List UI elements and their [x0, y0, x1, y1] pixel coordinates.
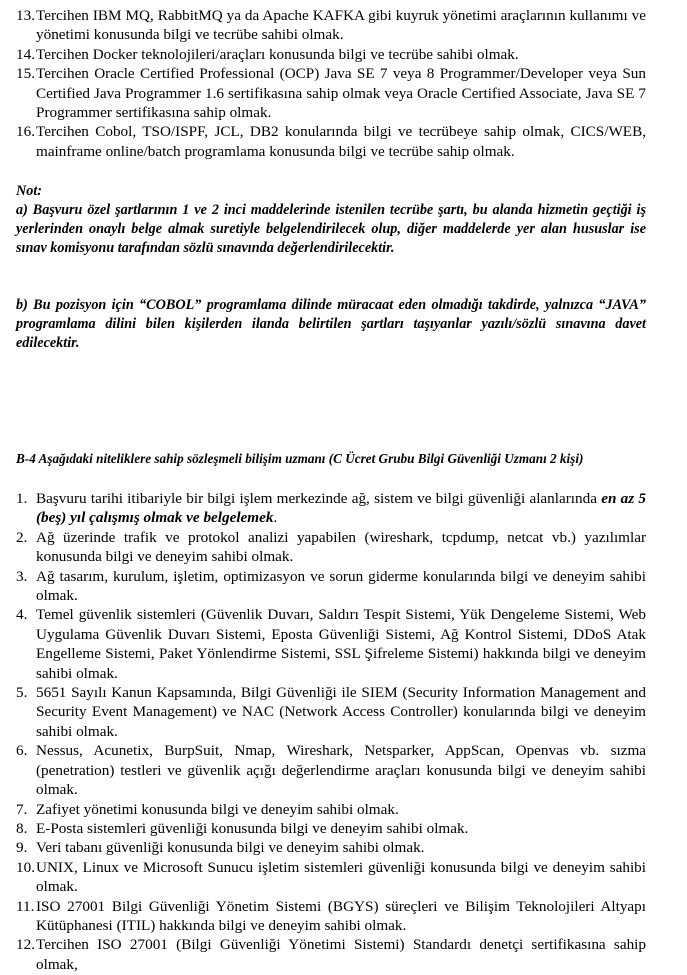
requirements-list-b3 — [16, 6, 646, 161]
item-number: 7. — [16, 800, 28, 818]
item-text: Tercihen Docker teknolojileri/araçları konusunda bilgi ve tecrübe sahibi olmak. — [36, 45, 519, 63]
list-item — [16, 858, 646, 897]
item-number: 4. — [16, 606, 28, 624]
item-text: Veri tabanı güvenliği konusunda bilgi ve deneyim sahibi olmak. — [36, 839, 425, 857]
item-text: UNIX, Linux ve Microsoft Sunucu işletim sistemleri güvenliği konusunda bilgi ve deneyim sahibi olmak. — [36, 858, 646, 896]
item-number: 11. — [16, 897, 35, 915]
item-text: Ağ tasarım, kurulum, işletim, optimizasyon ve sorun giderme konularında bilgi ve deneyim sahibi olmak. — [36, 567, 646, 605]
item-text: Temel güvenlik sistemleri (Güvenlik Duvarı, Saldırı Tespit Sistemi, Yük Dengeleme Sistemi, Web Uygulama Güvenlik Duvarı Sistemi, Eposta Güvenliği Sistemi, Ağ Kontrol Sistemi, DDoS Atak Engelleme Sistemi, Paket Yönlendirme Sistemi, SSL Şifreleme Sistemi) hakkında bilgi ve deneyim sahibi olmak. — [36, 606, 646, 682]
item-number: 15. — [16, 65, 35, 83]
item-number: 8. — [16, 819, 28, 837]
item-text: Başvuru tarihi itibariyle bir bilgi işlem merkezinde ağ, sistem ve bilgi güvenliği alanlarında — [36, 490, 597, 507]
item-number: 5. — [16, 684, 28, 702]
note-paragraph-a: a) Başvuru özel şartlarının 1 ve 2 inci maddelerinde istenilen tecrübe şartı, bu alanda hizmetin geçtiği iş yerlerinden onaylı belge almak suretiyle belgelendirilecek olup, diğer maddelerde yer alan hususlar ise sınav komisyonu tarafından sözlü sınavında değerlendirilecektir. — [16, 202, 646, 257]
item-text: Tercihen Cobol, TSO/ISPF, JCL, DB2 konularında bilgi ve tecrübeye sahip olmak, CICS/WEB, mainframe online/batch programlama konusunda bilgi ve tecrübe sahip olmak. — [36, 123, 646, 160]
list-item — [16, 605, 646, 683]
item-text: Nessus, Acunetix, BurpSuit, Nmap, Wireshark, Netsparker, AppScan, Openvas vb. sızma (penetration) testleri ve güvenlik açığı değerlendirme araçları konusunda bilgi ve deneyim sahibi olmak. — [36, 742, 646, 799]
list-item — [16, 741, 646, 799]
item-text: Zafiyet yönetimi konusunda bilgi ve deneyim sahibi olmak. — [36, 800, 399, 818]
list-item — [16, 800, 646, 819]
list-item — [16, 45, 646, 64]
item-number: 14. — [16, 45, 35, 63]
item-number: 6. — [16, 742, 28, 760]
item-text: Tercihen ISO 27001 (Bilgi Güvenliği Yönetimi Sistemi) Standardı denetçi sertifikasına sahip olmak, — [36, 936, 646, 973]
list-item — [16, 528, 646, 567]
item-text: E-Posta sistemleri güvenliği konusunda bilgi ve deneyim sahibi olmak. — [36, 819, 469, 837]
list-item — [16, 838, 646, 857]
item-text: Tercihen IBM MQ, RabbitMQ ya da Apache KAFKA gibi kuyruk yönetimi araçlarının kullanımı ve yönetimi konusunda bilgi ve tecrübe sahibi olmak. — [36, 7, 646, 44]
item-number: 13. — [16, 7, 35, 24]
note-paragraph-b: b) Bu pozisyon için “COBOL” programlama dilinde müracaat eden olmadığı takdirde, yalnızca “JAVA” programlama dilini bilen kişilerden ilanda belirtilen şartları taşıyanlar yazılı/sözlü sınavına davet edilecektir. — [16, 297, 646, 352]
section-heading-b4: B-4 Aşağıdaki niteliklere sahip sözleşmeli bilişim uzmanı (C Ücret Grubu Bilgi Güvenliği Uzmanı 2 kişi) — [16, 451, 584, 466]
item-number: 12. — [16, 936, 35, 954]
item-number: 1. — [16, 490, 28, 507]
item-emphasis: en az 5 (beş) yıl çalışmış olmak ve belgelemek — [36, 490, 646, 527]
item-text: ISO 27001 Bilgi Güvenliği Yönetim Sistemi (BGYS) süreçleri ve Bilişim Teknolojileri Altyapı Kütüphanesi (ITIL) hakkında bilgi ve deneyim sahibi olmak. — [36, 897, 646, 934]
item-number: 3. — [16, 567, 28, 585]
list-item — [16, 122, 646, 161]
list-item — [16, 683, 646, 741]
note-title: Not: — [16, 183, 43, 199]
item-number: 16. — [16, 123, 35, 141]
requirements-list-b4 — [16, 489, 646, 974]
item-text: 5651 Sayılı Kanun Kapsamında, Bilgi Güvenliği ile SIEM (Security Information Management and Security Event Management) ve NAC (Network Access Controller) konularında bilgi ve deneyim sahibi olmak. — [36, 684, 646, 740]
item-number: 10. — [16, 858, 35, 876]
list-item — [16, 567, 646, 606]
list-item — [16, 64, 646, 122]
item-text: Tercihen Oracle Certified Professional (OCP) Java SE 7 veya 8 Programmer/Developer veya Sun Certified Java Programmer 1.6 sertifikasına sahip olmak veya Oracle Certified Associate, Java SE 7 Programmer sertifikasına sahip olmak. — [36, 65, 646, 122]
list-item — [16, 489, 646, 528]
item-number: 2. — [16, 528, 28, 546]
item-number: 9. — [16, 839, 28, 857]
list-item — [16, 6, 646, 45]
item-text: Ağ üzerinde trafik ve protokol analizi yapabilen (wireshark, tcpdump, netcat vb.) yazılımlar konusunda bilgi ve deneyim sahibi olmak. — [36, 528, 646, 566]
list-item — [16, 897, 646, 936]
item-end: . — [273, 509, 278, 527]
list-item — [16, 935, 646, 974]
list-item — [16, 819, 646, 838]
